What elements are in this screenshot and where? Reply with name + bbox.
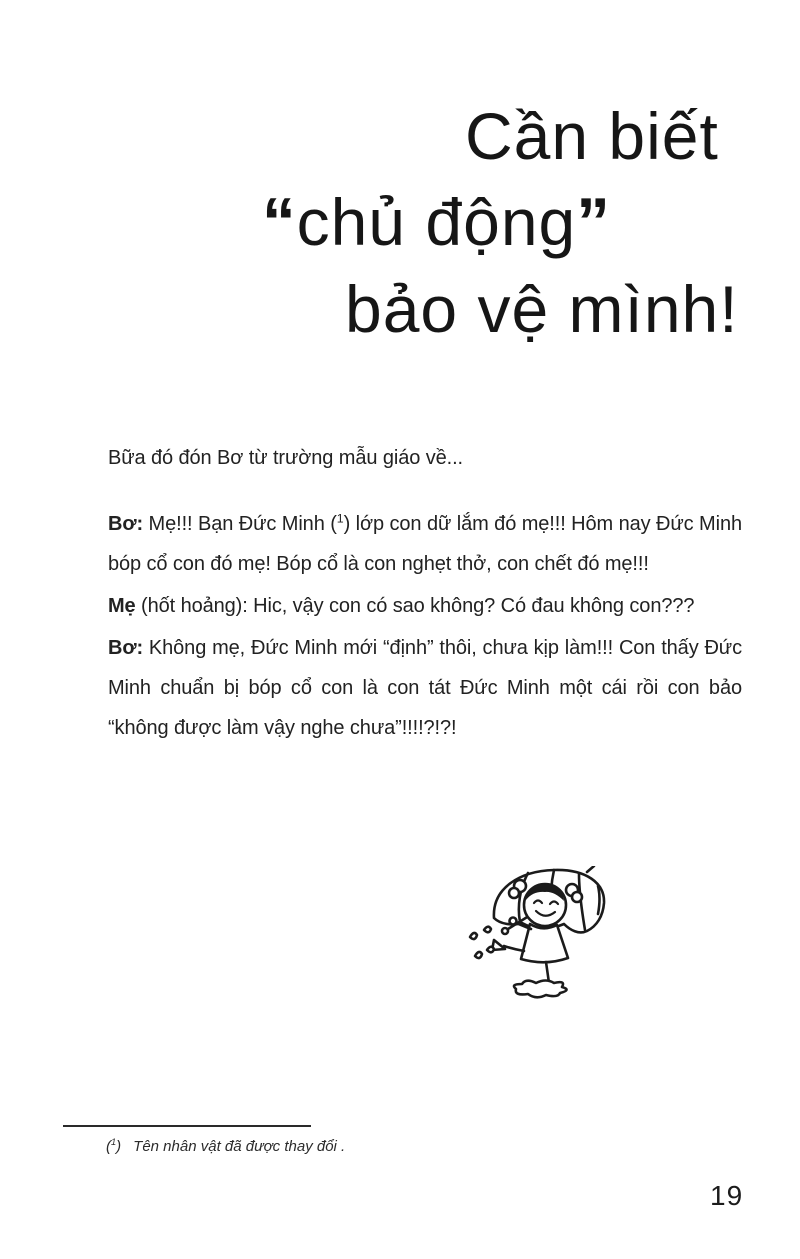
story-text-block (108, 438, 742, 750)
page-title-line-2 (262, 185, 611, 260)
intro-paragraph: Bữa đó đón Bơ từ trường mẫu giáo về... (108, 447, 463, 469)
page-title-line-1: Cần biết (465, 99, 719, 173)
dialogue-paragraph-bo-1 (108, 504, 742, 584)
page-title-line-2-text: chủ động (296, 185, 577, 259)
speaker-label-bo: Bơ: (108, 637, 144, 659)
footnote-text: Tên nhân vật đã được thay đổi . (133, 1138, 346, 1155)
page-number: 19 (710, 1180, 744, 1211)
dialogue-text: (hốt hoảng): Hic, vậy con có sao không? Có đau không con??? (135, 595, 695, 617)
dialogue-text: Không mẹ, Đức Minh mới “định” thôi, chưa kịp làm!!! Con thấy Đức Minh chuẩn bị bóp cổ con là con tát Đức Minh một cái rồi con bảo “không được làm vậy nghe chưa”!!!!?!?! (108, 637, 742, 739)
footnote-marker: ($^1$) (106, 1137, 122, 1155)
speaker-label-me: Mẹ (108, 595, 136, 617)
dialogue-text: ) lớp con dữ lắm đó mẹ!!! Hôm nay Đức Minh bóp cổ con đó mẹ! Bóp cổ là con nghẹt thở, con chết đó mẹ!!! (108, 513, 742, 575)
dialogue-paragraph-me (108, 586, 742, 626)
kicking-leg (492, 940, 524, 951)
speaker-label-bo: Bơ: (108, 513, 144, 535)
open-quote-glyph: “ (262, 185, 297, 260)
close-quote-glyph: ” (576, 185, 611, 260)
footnote-divider (63, 1125, 311, 1127)
dialogue-paragraph-bo-2 (108, 628, 742, 748)
footnote (106, 1138, 345, 1155)
puddle (514, 981, 567, 998)
girl-umbrella-illustration (458, 866, 653, 1011)
dialogue-text: Mẹ!!! Bạn Đức Minh ( (143, 513, 337, 535)
page-title-line-3: bảo vệ mình! (345, 272, 739, 346)
footnote-reference-marker: 1 (336, 511, 344, 526)
water-droplets (470, 927, 494, 958)
girl-head (524, 884, 566, 928)
